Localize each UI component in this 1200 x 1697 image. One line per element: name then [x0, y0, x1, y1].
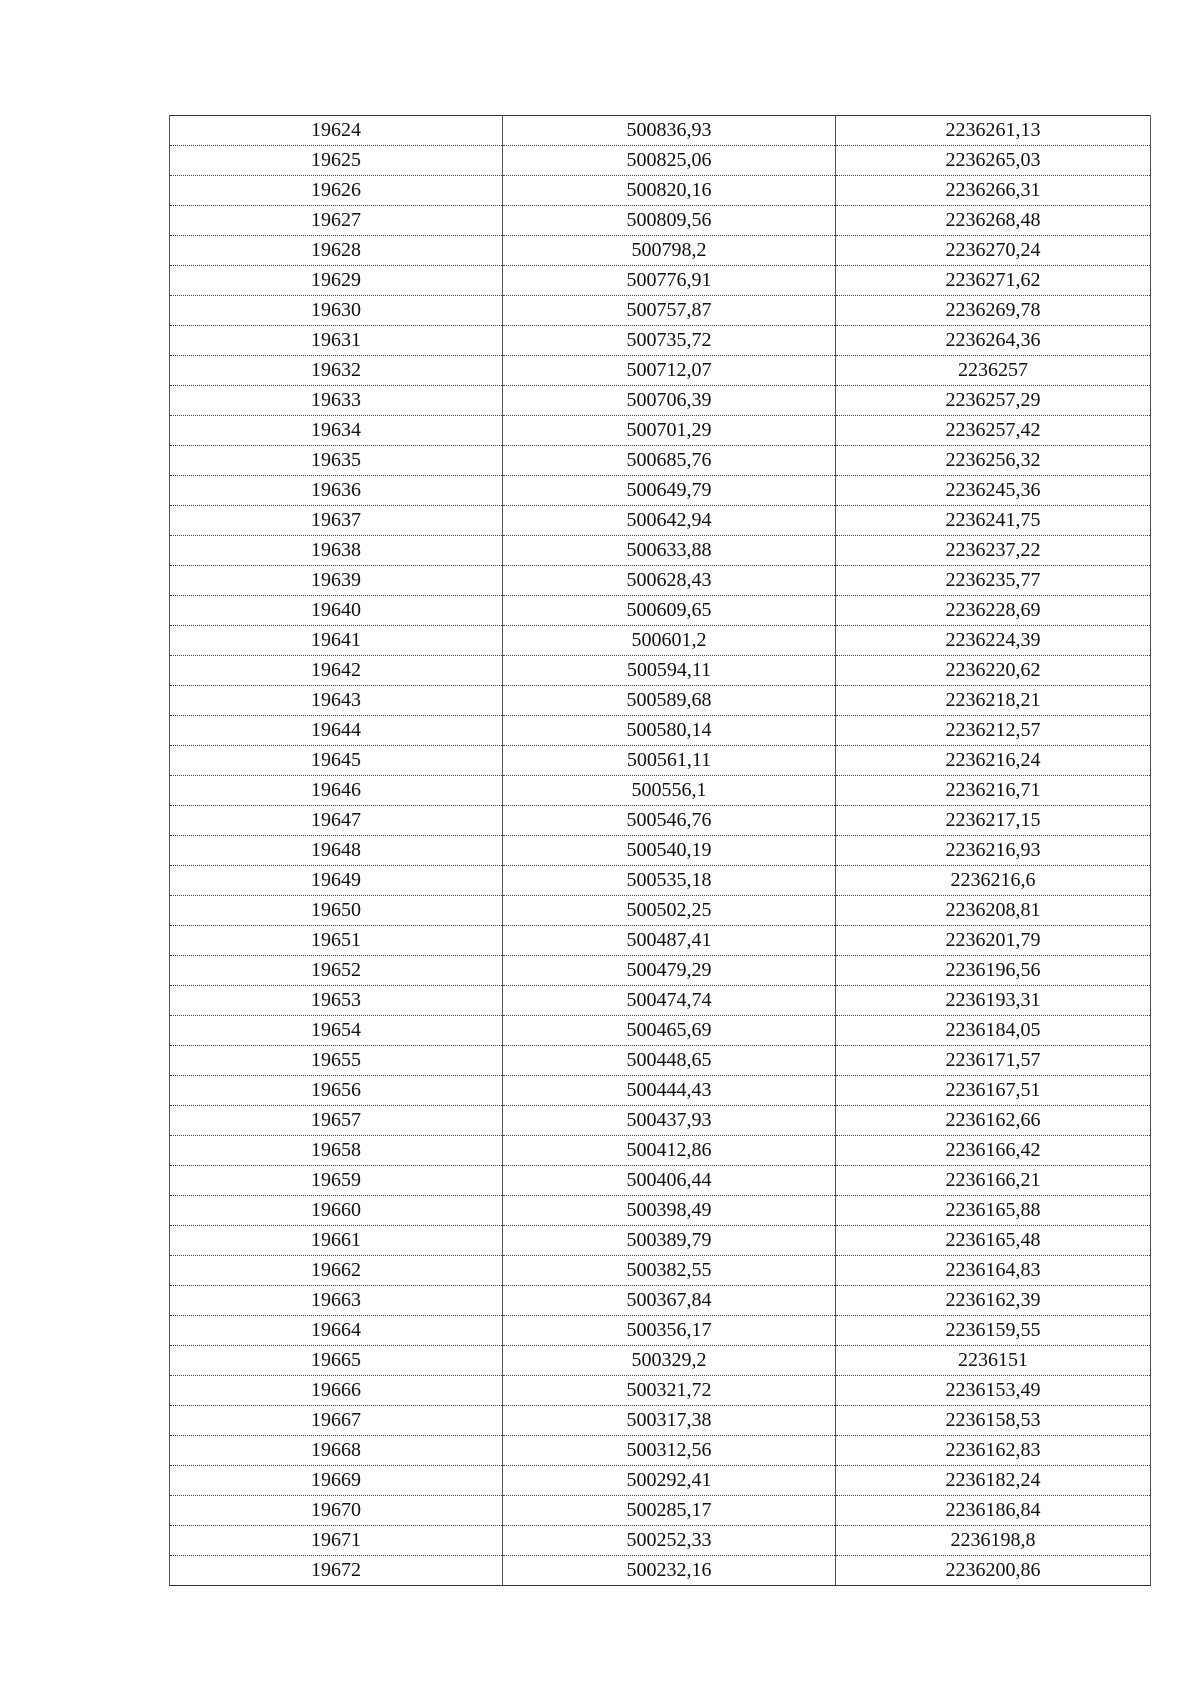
x-coordinate-cell: 500502,25	[503, 896, 836, 926]
table-row	[170, 326, 1151, 356]
x-coordinate-cell: 500406,44	[503, 1166, 836, 1196]
table-row	[170, 356, 1151, 386]
y-coordinate-cell: 2236265,03	[836, 146, 1151, 176]
y-coordinate-cell: 2236241,75	[836, 506, 1151, 536]
table-row	[170, 896, 1151, 926]
point-number-cell: 19642	[170, 656, 503, 686]
x-coordinate-cell: 500757,87	[503, 296, 836, 326]
table-row	[170, 236, 1151, 266]
point-number-cell: 19664	[170, 1316, 503, 1346]
point-number-cell: 19637	[170, 506, 503, 536]
table-row	[170, 716, 1151, 746]
y-coordinate-cell: 2236198,8	[836, 1526, 1151, 1556]
y-coordinate-cell: 2236162,66	[836, 1106, 1151, 1136]
table-row	[170, 1436, 1151, 1466]
point-number-cell: 19652	[170, 956, 503, 986]
y-coordinate-cell: 2236216,93	[836, 836, 1151, 866]
x-coordinate-cell: 500628,43	[503, 566, 836, 596]
table-row	[170, 1316, 1151, 1346]
y-coordinate-cell: 2236166,42	[836, 1136, 1151, 1166]
point-number-cell: 19670	[170, 1496, 503, 1526]
y-coordinate-cell: 2236220,62	[836, 656, 1151, 686]
point-number-cell: 19655	[170, 1046, 503, 1076]
x-coordinate-cell: 500685,76	[503, 446, 836, 476]
table-row	[170, 176, 1151, 206]
y-coordinate-cell: 2236217,15	[836, 806, 1151, 836]
table-row	[170, 1466, 1151, 1496]
point-number-cell: 19671	[170, 1526, 503, 1556]
table-row	[170, 626, 1151, 656]
x-coordinate-cell: 500825,06	[503, 146, 836, 176]
x-coordinate-cell: 500735,72	[503, 326, 836, 356]
x-coordinate-cell: 500356,17	[503, 1316, 836, 1346]
y-coordinate-cell: 2236201,79	[836, 926, 1151, 956]
point-number-cell: 19632	[170, 356, 503, 386]
table-row	[170, 986, 1151, 1016]
x-coordinate-cell: 500389,79	[503, 1226, 836, 1256]
y-coordinate-cell: 2236182,24	[836, 1466, 1151, 1496]
table-row	[170, 776, 1151, 806]
y-coordinate-cell: 2236268,48	[836, 206, 1151, 236]
x-coordinate-cell: 500312,56	[503, 1436, 836, 1466]
point-number-cell: 19656	[170, 1076, 503, 1106]
x-coordinate-cell: 500712,07	[503, 356, 836, 386]
table-row	[170, 446, 1151, 476]
x-coordinate-cell: 500820,16	[503, 176, 836, 206]
table-row	[170, 1046, 1151, 1076]
point-number-cell: 19627	[170, 206, 503, 236]
y-coordinate-cell: 2236256,32	[836, 446, 1151, 476]
y-coordinate-cell: 2236270,24	[836, 236, 1151, 266]
x-coordinate-cell: 500437,93	[503, 1106, 836, 1136]
x-coordinate-cell: 500367,84	[503, 1286, 836, 1316]
x-coordinate-cell: 500642,94	[503, 506, 836, 536]
table-row	[170, 926, 1151, 956]
point-number-cell: 19626	[170, 176, 503, 206]
x-coordinate-cell: 500329,2	[503, 1346, 836, 1376]
table-row	[170, 416, 1151, 446]
table-row	[170, 1346, 1151, 1376]
point-number-cell: 19639	[170, 566, 503, 596]
x-coordinate-cell: 500601,2	[503, 626, 836, 656]
y-coordinate-cell: 2236257,42	[836, 416, 1151, 446]
coordinates-table	[169, 115, 1151, 1586]
point-number-cell: 19653	[170, 986, 503, 1016]
x-coordinate-cell: 500232,16	[503, 1556, 836, 1586]
y-coordinate-cell: 2236162,83	[836, 1436, 1151, 1466]
point-number-cell: 19645	[170, 746, 503, 776]
x-coordinate-cell: 500701,29	[503, 416, 836, 446]
table-row	[170, 1076, 1151, 1106]
y-coordinate-cell: 2236162,39	[836, 1286, 1151, 1316]
point-number-cell: 19638	[170, 536, 503, 566]
point-number-cell: 19666	[170, 1376, 503, 1406]
table-row	[170, 806, 1151, 836]
table-row	[170, 866, 1151, 896]
x-coordinate-cell: 500706,39	[503, 386, 836, 416]
y-coordinate-cell: 2236237,22	[836, 536, 1151, 566]
point-number-cell: 19641	[170, 626, 503, 656]
table-row	[170, 476, 1151, 506]
point-number-cell: 19672	[170, 1556, 503, 1586]
point-number-cell: 19667	[170, 1406, 503, 1436]
x-coordinate-cell: 500561,11	[503, 746, 836, 776]
table-row	[170, 1526, 1151, 1556]
x-coordinate-cell: 500540,19	[503, 836, 836, 866]
table-row	[170, 596, 1151, 626]
x-coordinate-cell: 500382,55	[503, 1256, 836, 1286]
y-coordinate-cell: 2236218,21	[836, 686, 1151, 716]
x-coordinate-cell: 500448,65	[503, 1046, 836, 1076]
point-number-cell: 19628	[170, 236, 503, 266]
table-row	[170, 686, 1151, 716]
y-coordinate-cell: 2236245,36	[836, 476, 1151, 506]
x-coordinate-cell: 500474,74	[503, 986, 836, 1016]
point-number-cell: 19661	[170, 1226, 503, 1256]
x-coordinate-cell: 500465,69	[503, 1016, 836, 1046]
table-row	[170, 296, 1151, 326]
point-number-cell: 19636	[170, 476, 503, 506]
y-coordinate-cell: 2236228,69	[836, 596, 1151, 626]
point-number-cell: 19649	[170, 866, 503, 896]
x-coordinate-cell: 500444,43	[503, 1076, 836, 1106]
y-coordinate-cell: 2236257,29	[836, 386, 1151, 416]
table-row	[170, 1376, 1151, 1406]
x-coordinate-cell: 500535,18	[503, 866, 836, 896]
point-number-cell: 19657	[170, 1106, 503, 1136]
y-coordinate-cell: 2236153,49	[836, 1376, 1151, 1406]
point-number-cell: 19665	[170, 1346, 503, 1376]
y-coordinate-cell: 2236257	[836, 356, 1151, 386]
y-coordinate-cell: 2236212,57	[836, 716, 1151, 746]
point-number-cell: 19663	[170, 1286, 503, 1316]
x-coordinate-cell: 500798,2	[503, 236, 836, 266]
y-coordinate-cell: 2236208,81	[836, 896, 1151, 926]
point-number-cell: 19633	[170, 386, 503, 416]
x-coordinate-cell: 500594,11	[503, 656, 836, 686]
y-coordinate-cell: 2236159,55	[836, 1316, 1151, 1346]
point-number-cell: 19658	[170, 1136, 503, 1166]
table-row	[170, 956, 1151, 986]
point-number-cell: 19634	[170, 416, 503, 446]
table-row	[170, 1226, 1151, 1256]
table-row	[170, 1556, 1151, 1586]
y-coordinate-cell: 2236216,24	[836, 746, 1151, 776]
point-number-cell: 19648	[170, 836, 503, 866]
point-number-cell: 19669	[170, 1466, 503, 1496]
point-number-cell: 19624	[170, 116, 503, 146]
point-number-cell: 19660	[170, 1196, 503, 1226]
table-row	[170, 1406, 1151, 1436]
point-number-cell: 19662	[170, 1256, 503, 1286]
table-row	[170, 1286, 1151, 1316]
y-coordinate-cell: 2236166,21	[836, 1166, 1151, 1196]
table-row	[170, 566, 1151, 596]
y-coordinate-cell: 2236235,77	[836, 566, 1151, 596]
y-coordinate-cell: 2236167,51	[836, 1076, 1151, 1106]
x-coordinate-cell: 500836,93	[503, 116, 836, 146]
x-coordinate-cell: 500479,29	[503, 956, 836, 986]
x-coordinate-cell: 500487,41	[503, 926, 836, 956]
y-coordinate-cell: 2236171,57	[836, 1046, 1151, 1076]
table-row	[170, 206, 1151, 236]
table-row	[170, 506, 1151, 536]
table-row	[170, 836, 1151, 866]
x-coordinate-cell: 500776,91	[503, 266, 836, 296]
table-row	[170, 1166, 1151, 1196]
point-number-cell: 19646	[170, 776, 503, 806]
table-row	[170, 146, 1151, 176]
x-coordinate-cell: 500292,41	[503, 1466, 836, 1496]
x-coordinate-cell: 500633,88	[503, 536, 836, 566]
point-number-cell: 19644	[170, 716, 503, 746]
y-coordinate-cell: 2236264,36	[836, 326, 1151, 356]
table-row	[170, 1136, 1151, 1166]
document-page	[169, 115, 1150, 1586]
y-coordinate-cell: 2236193,31	[836, 986, 1151, 1016]
y-coordinate-cell: 2236165,88	[836, 1196, 1151, 1226]
point-number-cell: 19631	[170, 326, 503, 356]
point-number-cell: 19625	[170, 146, 503, 176]
x-coordinate-cell: 500589,68	[503, 686, 836, 716]
table-row	[170, 1256, 1151, 1286]
x-coordinate-cell: 500398,49	[503, 1196, 836, 1226]
point-number-cell: 19635	[170, 446, 503, 476]
x-coordinate-cell: 500580,14	[503, 716, 836, 746]
x-coordinate-cell: 500317,38	[503, 1406, 836, 1436]
x-coordinate-cell: 500285,17	[503, 1496, 836, 1526]
y-coordinate-cell: 2236184,05	[836, 1016, 1151, 1046]
table-row	[170, 746, 1151, 776]
y-coordinate-cell: 2236261,13	[836, 116, 1151, 146]
point-number-cell: 19630	[170, 296, 503, 326]
point-number-cell: 19629	[170, 266, 503, 296]
y-coordinate-cell: 2236186,84	[836, 1496, 1151, 1526]
point-number-cell: 19640	[170, 596, 503, 626]
coordinates-table-body	[170, 116, 1151, 1586]
point-number-cell: 19668	[170, 1436, 503, 1466]
y-coordinate-cell: 2236266,31	[836, 176, 1151, 206]
y-coordinate-cell: 2236196,56	[836, 956, 1151, 986]
x-coordinate-cell: 500321,72	[503, 1376, 836, 1406]
table-row	[170, 1196, 1151, 1226]
table-row	[170, 266, 1151, 296]
y-coordinate-cell: 2236200,86	[836, 1556, 1151, 1586]
point-number-cell: 19647	[170, 806, 503, 836]
y-coordinate-cell: 2236164,83	[836, 1256, 1151, 1286]
table-row	[170, 1106, 1151, 1136]
y-coordinate-cell: 2236216,71	[836, 776, 1151, 806]
table-row	[170, 1016, 1151, 1046]
point-number-cell: 19654	[170, 1016, 503, 1046]
table-row	[170, 1496, 1151, 1526]
y-coordinate-cell: 2236151	[836, 1346, 1151, 1376]
x-coordinate-cell: 500809,56	[503, 206, 836, 236]
y-coordinate-cell: 2236216,6	[836, 866, 1151, 896]
table-row	[170, 116, 1151, 146]
point-number-cell: 19659	[170, 1166, 503, 1196]
x-coordinate-cell: 500546,76	[503, 806, 836, 836]
y-coordinate-cell: 2236224,39	[836, 626, 1151, 656]
point-number-cell: 19643	[170, 686, 503, 716]
x-coordinate-cell: 500649,79	[503, 476, 836, 506]
y-coordinate-cell: 2236158,53	[836, 1406, 1151, 1436]
y-coordinate-cell: 2236271,62	[836, 266, 1151, 296]
x-coordinate-cell: 500556,1	[503, 776, 836, 806]
point-number-cell: 19651	[170, 926, 503, 956]
point-number-cell: 19650	[170, 896, 503, 926]
table-row	[170, 656, 1151, 686]
y-coordinate-cell: 2236165,48	[836, 1226, 1151, 1256]
x-coordinate-cell: 500252,33	[503, 1526, 836, 1556]
x-coordinate-cell: 500412,86	[503, 1136, 836, 1166]
x-coordinate-cell: 500609,65	[503, 596, 836, 626]
table-row	[170, 386, 1151, 416]
table-row	[170, 536, 1151, 566]
y-coordinate-cell: 2236269,78	[836, 296, 1151, 326]
